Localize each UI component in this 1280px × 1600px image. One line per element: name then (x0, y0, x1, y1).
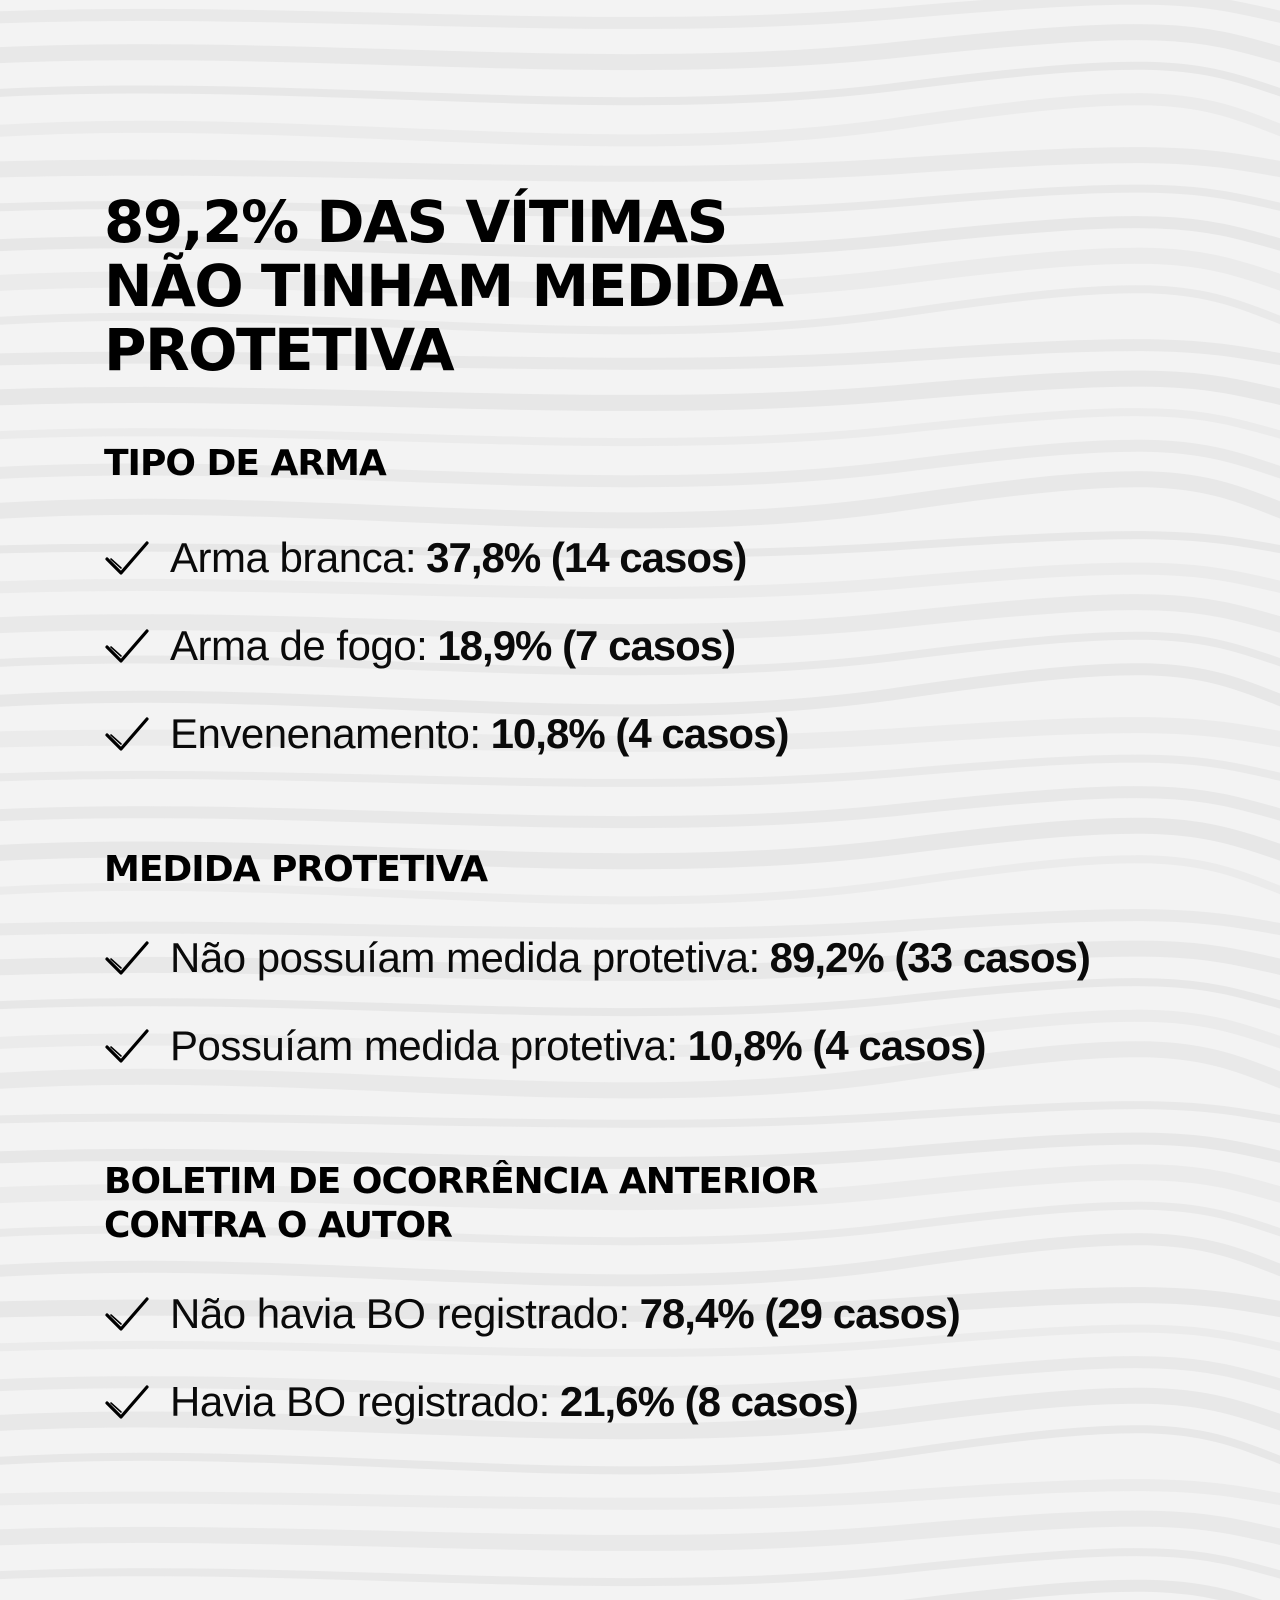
item-value: 10,8% (4 casos) (490, 710, 789, 757)
item-label: Possuíam medida protetiva: (170, 1022, 678, 1069)
headline (104, 190, 1254, 382)
background-wave-stripe (0, 32, 1280, 65)
check-icon (104, 1382, 150, 1422)
background-wave-stripe (0, 99, 1280, 145)
headline-line-3: PROTETIVA (104, 316, 454, 384)
protective-measure-list (104, 928, 1254, 1076)
check-icon (104, 714, 150, 754)
item-label: Não possuíam medida protetiva: (170, 934, 760, 981)
section-title-police-report (104, 1160, 1254, 1248)
section-police-report (104, 1160, 1254, 1432)
section-title-weapon-type: TIPO DE ARMA (104, 443, 386, 484)
list-item (104, 704, 1254, 764)
check-icon (104, 626, 150, 666)
item-value: 37,8% (14 casos) (426, 534, 747, 581)
item-value: 18,9% (7 casos) (437, 622, 736, 669)
item-value: 89,2% (33 casos) (769, 934, 1090, 981)
item-value: 10,8% (4 casos) (687, 1022, 986, 1069)
check-icon (104, 1026, 150, 1066)
check-icon (104, 538, 150, 578)
list-item (104, 1372, 1254, 1432)
headline-line-1: 89,2% DAS VÍTIMAS (104, 188, 727, 256)
item-label: Não havia BO registrado: (170, 1290, 630, 1337)
background-wave-stripe (0, 155, 1280, 176)
item-label: Arma branca: (170, 534, 417, 581)
list-item (104, 616, 1254, 676)
list-item (104, 1016, 1254, 1076)
background-wave-stripe (0, 1485, 1280, 1506)
weapon-type-list (104, 528, 1254, 764)
check-icon (104, 1294, 150, 1334)
section-protective-measure (104, 848, 1254, 1076)
section-title-protective-measure: MEDIDA PROTETIVA (104, 849, 488, 890)
background-wave-stripe (0, 1586, 1280, 1600)
check-icon (104, 938, 150, 978)
background-wave-stripe (0, 0, 1280, 26)
background-wave-stripe (0, 1552, 1280, 1585)
list-item (104, 528, 1254, 588)
item-value: 78,4% (29 casos) (639, 1290, 960, 1337)
item-label: Arma de fogo: (170, 622, 428, 669)
item-value: 21,6% (8 casos) (559, 1378, 858, 1425)
item-label: Havia BO registrado: (170, 1378, 550, 1425)
list-item (104, 1284, 1254, 1344)
police-report-list (104, 1284, 1254, 1432)
infographic-content (104, 190, 1254, 1432)
headline-line-2: NÃO TINHAM MEDIDA (104, 252, 783, 320)
section-weapon-type (104, 442, 1254, 764)
section-title-line-1: BOLETIM DE OCORRÊNCIA ANTERIOR (104, 1161, 818, 1202)
item-label: Envenenamento: (170, 710, 481, 757)
list-item (104, 928, 1254, 988)
section-title-line-2: CONTRA O AUTOR (104, 1205, 452, 1246)
background-wave-stripe (0, 1519, 1280, 1546)
